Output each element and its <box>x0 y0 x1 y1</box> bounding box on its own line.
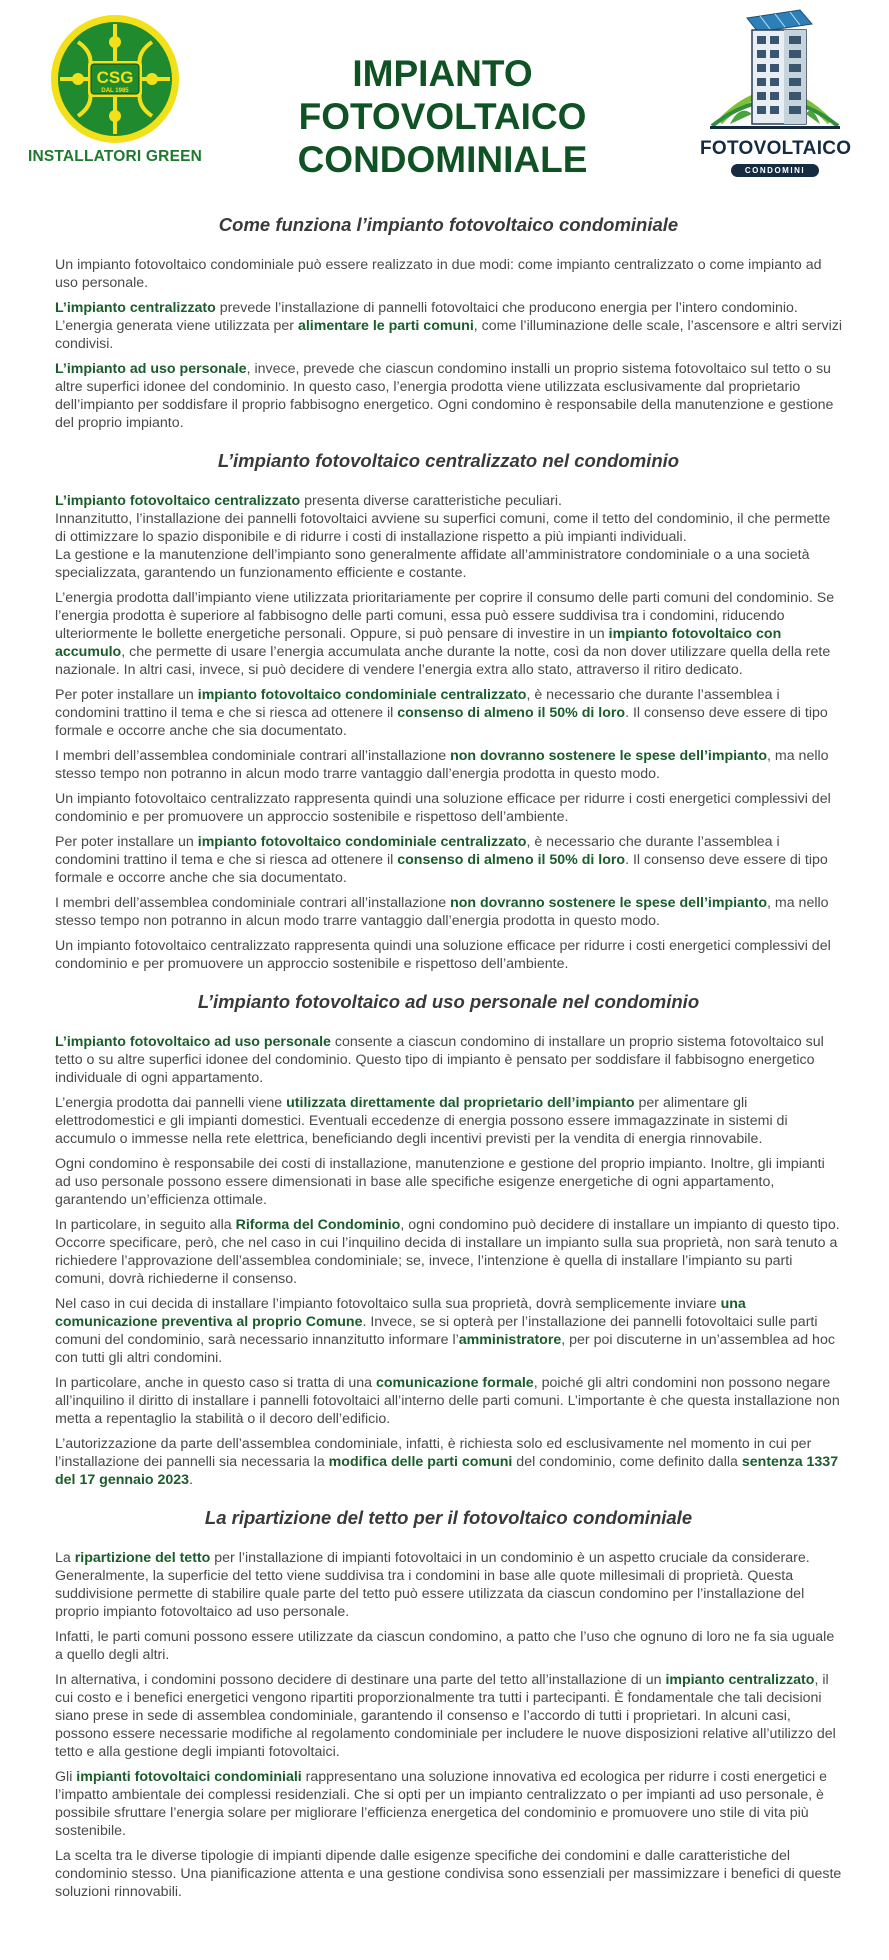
logo-brand: FOTOVOLTAICO <box>700 138 852 159</box>
section-heading: Come funziona l’impianto fotovoltaico condominiale <box>218 214 679 235</box>
text-segment: , poiché gli altri condomini non possono negare all’inquilino il diritto di installare i pannelli fotovoltaici all’interno delle parti comuni. L’importante è che questa installazione non metta a repentaglio la stabilità o il decoro dell’edificio. <box>55 1375 840 1427</box>
text-segment: per l’installazione di impianti fotovoltaici in un condominio è un aspetto cruciale da considerare. Generalmente, la superficie del tetto viene suddivisa tra i condomini in base alle quote millesimali di proprietà. Questa suddivisione permette di stabilire quale parte del tetto può essere utilizzata da ciascun condomino per l’installazione del proprio impianto fotovoltaico ad uso personale. <box>55 1550 810 1620</box>
highlighted-text: impianti fotovoltaici condominiali <box>76 1769 302 1785</box>
text-segment: Un impianto fotovoltaico condominiale può essere realizzato in due modi: come impianto centralizzato o come impianto ad uso personale. <box>55 257 822 291</box>
text-segment: , come l’illuminazione delle scale, l’ascensore e altri servizi condivisi. <box>55 318 843 352</box>
highlighted-text: modifica delle parti comuni <box>328 1454 513 1470</box>
body-paragraph <box>55 1155 842 1209</box>
body-paragraph <box>55 1295 842 1367</box>
text-segment: , è necessario che durante l’assemblea i condomini trattino il tema e che si riesca ad ottenere il <box>55 834 780 868</box>
text-segment: Un impianto fotovoltaico centralizzato rappresenta quindi una soluzione efficace per ridurre i costi energetici complessivi del condominio e per promuovere un approccio sostenibile e rispettoso dell’ambiente. <box>55 791 831 825</box>
text-segment: Innanzitutto, l’installazione dei pannelli fotovoltaici avviene su superfici comuni, come il tetto del condominio, il che permette di ottimizzare lo spazio disponibile e di ridurre i costi di installazione rispetto a più impianti individuali. <box>55 511 831 545</box>
text-segment: , il cui costo e i benefici energetici vengono ripartiti proporzionalmente tra tutti i partecipanti. È fondamentale che tali decisioni siano prese in sede di assemblea condominiale, garantendo il consenso e l’accordo di tutti i proprietari. In alcuni casi, possono essere necessarie modifiche al regolamento condominiale per includere le nuove disposizioni relative all’utilizzo del tetto e alla gestione degli impianti fotovoltaici. <box>55 1672 836 1760</box>
text-segment: presenta diverse caratteristiche peculiari. <box>300 493 562 509</box>
body-paragraph <box>55 833 842 887</box>
page-header <box>0 0 889 195</box>
highlighted-text: impianto fotovoltaico condominiale centralizzato <box>197 687 527 703</box>
text-segment: L’autorizzazione da parte dell’assemblea condominiale, infatti, è richiesta solo ed esclusivamente nel momento in cui per l’installazione dei pannelli sia necessaria la <box>55 1436 812 1470</box>
text-segment: Ogni condomino è responsabile dei costi di installazione, manutenzione e gestione del proprio impianto. Inoltre, gli impianti ad uso personale possono essere dimensionati in base alle specifiche esigenze energetiche di ogni appartamento, garantendo un’efficienza ottimale. <box>55 1156 825 1208</box>
text-segment: , ogni condomino può decidere di installare un impianto di questo tipo. Occorre specificare, però, che nel caso in cui l’inquilino decida di installare un impianto sulla sua proprietà, non sarà tenuto a richiedere l’approvazione dell’assemblea condominiale; se, invece, l’intenzione è quella di installare l’impianto su parti comuni, dovrà richiederne il consenso. <box>55 1217 840 1287</box>
text-segment: per alimentare gli elettrodomestici e gli impianti domestici. Eventuali eccedenze di energia possono essere immagazzinate in sistemi di accumulo o immesse nella rete elettrica, beneficiando degli incentivi previsti per la vendita di energia rinnovabile. <box>55 1095 788 1147</box>
body-paragraph <box>55 1094 842 1148</box>
highlighted-text: una comunicazione preventiva al proprio Comune <box>55 1296 746 1330</box>
text-segment: del condominio, come definito dalla <box>512 1454 742 1470</box>
section-heading: La ripartizione del tetto per il fotovoltaico condominiale <box>204 1507 693 1528</box>
body-paragraph <box>55 894 842 930</box>
highlighted-text: consenso di almeno il 50% di loro <box>397 705 626 721</box>
text-segment: prevede l’installazione di pannelli fotovoltaici che producono energia per l’intero condominio. <box>215 300 798 316</box>
highlighted-text: Riforma del Condominio <box>235 1217 401 1233</box>
body-paragraph <box>55 360 842 432</box>
text-segment: Per poter installare un <box>55 687 198 703</box>
highlighted-text: L’impianto centralizzato <box>55 300 216 316</box>
body-paragraph <box>55 589 842 679</box>
body-paragraph <box>55 1435 842 1489</box>
body-paragraph <box>55 256 842 292</box>
body-paragraph <box>55 747 842 783</box>
highlighted-text: alimentare le parti comuni <box>297 318 474 334</box>
text-segment: L’energia prodotta dai pannelli viene <box>55 1095 287 1111</box>
text-segment: , ma nello stesso tempo non potranno in alcun modo trarre vantaggio dall’energia prodotta in questo modo. <box>55 895 829 929</box>
page-title <box>205 52 680 181</box>
highlighted-text: impianto fotovoltaico con accumulo <box>55 626 782 660</box>
body-paragraph <box>55 492 842 582</box>
seal-year: DAL 1985 <box>101 88 129 94</box>
body-paragraph <box>55 937 842 973</box>
highlighted-text: impianto fotovoltaico condominiale centralizzato <box>197 834 527 850</box>
csg-logo <box>26 12 204 178</box>
text-segment: consente a ciascun condomino di installare un proprio sistema fotovoltaico sul tetto o su altre superfici idonee del condominio. Questo tipo di impianto è pensato per soddisfare il fabbisogno energetico individuale di ogni appartamento. <box>55 1034 824 1086</box>
page-title-line-1: IMPIANTO FOTOVOLTAICO <box>298 53 587 137</box>
body-paragraph <box>55 790 842 826</box>
section-heading: L’impianto fotovoltaico ad uso personale nel condominio <box>197 991 700 1012</box>
puzzle-seal-icon <box>48 12 182 146</box>
text-segment: I membri dell’assemblea condominiale contrari all’installazione <box>55 748 451 764</box>
text-segment: In particolare, anche in questo caso si tratta di una <box>55 1375 376 1391</box>
text-segment: Gli <box>55 1769 77 1785</box>
text-segment: , ma nello stesso tempo non potranno in alcun modo trarre vantaggio dall’energia prodotta in questo modo. <box>55 748 829 782</box>
logo-tagline: INSTALLATORI GREEN <box>27 148 203 165</box>
highlighted-text: non dovranno sostenere le spese dell’impianto <box>450 895 768 911</box>
text-segment: Nel caso in cui decida di installare l’impianto fotovoltaico sulla sua proprietà, dovrà semplicemente inviare <box>55 1296 721 1312</box>
highlighted-text: L’impianto fotovoltaico ad uso personale <box>55 1034 331 1050</box>
text-segment: . <box>189 1472 194 1488</box>
logo-subtitle-badge: CONDOMINI <box>731 164 819 177</box>
solar-building-icon <box>700 4 850 136</box>
text-segment: . Il consenso deve essere di tipo formale e occorre anche che sia documentato. <box>55 852 828 886</box>
text-segment: L’energia prodotta dall’impianto viene utilizzata prioritariamente per coprire il consumo delle parti comuni del condominio. Se l’energia prodotta è superiore al fabbisogno delle parti comuni, essa può essere suddivisa tra i condomini, riducendo ulteriormente le bollette energetiche personali. Oppure, si può pensare di investire in un <box>55 590 835 642</box>
section-heading: L’impianto fotovoltaico centralizzato nel condominio <box>217 450 680 471</box>
highlighted-text: utilizzata direttamente dal proprietario dell’impianto <box>286 1095 635 1111</box>
body-paragraph <box>55 686 842 740</box>
highlighted-text: comunicazione formale <box>376 1375 534 1391</box>
highlighted-text: impianto centralizzato <box>665 1672 815 1688</box>
text-segment: La <box>55 1550 75 1566</box>
body-paragraph <box>55 1216 842 1288</box>
text-segment: Un impianto fotovoltaico centralizzato rappresenta quindi una soluzione efficace per ridurre i costi energetici complessivi del condominio e per promuovere un approccio sostenibile e rispettoso dell’ambiente. <box>55 938 831 972</box>
body-paragraph <box>55 1374 842 1428</box>
text-segment: La gestione e la manutenzione dell’impianto sono generalmente affidate all’amministratore condominiale o a una società specializzata, garantendo un funzionamento efficiente e costante. <box>55 547 810 581</box>
text-segment: , invece, prevede che ciascun condomino installi un proprio sistema fotovoltaico sul tetto o su altre superfici idonee del condominio. In questo caso, l’energia prodotta viene utilizzata esclusivamente dal proprietario dell’impianto per soddisfare il proprio fabbisogno energetico. Ogni condomino è responsabile della manutenzione e gestione del proprio impianto. <box>55 361 834 431</box>
text-segment: , che permette di usare l’energia accumulata anche durante la notte, così da non dover utilizzare quella della rete nazionale. In altri casi, invece, si può decidere di vendere l’energia extra allo stato, attraverso il ritiro dedicato. <box>55 644 831 678</box>
body-paragraph <box>55 1628 842 1664</box>
seal-monogram: CSG <box>96 68 134 87</box>
body-paragraph <box>55 1033 842 1087</box>
body-paragraph <box>55 299 842 353</box>
highlighted-text: L’impianto ad uso personale <box>55 361 247 377</box>
body-paragraph <box>55 1847 842 1901</box>
body-paragraph <box>55 1671 842 1761</box>
text-segment: I membri dell’assemblea condominiale contrari all’installazione <box>55 895 451 911</box>
body-paragraph <box>55 1768 842 1840</box>
text-segment: Infatti, le parti comuni possono essere utilizzate da ciascun condomino, a patto che l’uso che ognuno di loro ne fa sia uguale a quello degli altri. <box>55 1629 835 1663</box>
text-segment: La scelta tra le diverse tipologie di impianti dipende dalle esigenze specifiche dei condomini e dalle caratteristiche del condominio stesso. Una pianificazione attenta e una gestione condivisa sono essenziali per massimizzare i benefici di queste soluzioni rinnovabili. <box>55 1848 842 1900</box>
body-paragraph <box>55 1549 842 1621</box>
text-segment: . Il consenso deve essere di tipo formale e occorre anche che sia documentato. <box>55 705 828 739</box>
highlighted-text: consenso di almeno il 50% di loro <box>397 852 626 868</box>
text-segment: , per poi discuterne in un’assemblea ad hoc con tutti gli altri condomini. <box>55 1332 835 1366</box>
text-segment: L’energia generata viene utilizzata per <box>55 318 298 334</box>
text-segment: Per poter installare un <box>55 834 198 850</box>
highlighted-text: non dovranno sostenere le spese dell’impianto <box>450 748 768 764</box>
text-segment: . Invece, se si opterà per l’installazione dei pannelli fotovoltaici sulle parti comuni del condominio, sarà necessario innanzitutto informare l’ <box>55 1314 818 1348</box>
text-segment: In particolare, in seguito alla <box>55 1217 236 1233</box>
highlighted-text: amministratore <box>458 1332 562 1348</box>
fotovoltaico-condomini-logo <box>700 4 850 190</box>
highlighted-text: ripartizione del tetto <box>74 1550 211 1566</box>
page-title-line-2: CONDOMINIALE <box>297 139 588 180</box>
article-body <box>55 200 842 1908</box>
highlighted-text: L’impianto fotovoltaico centralizzato <box>55 493 301 509</box>
highlighted-text: sentenza 1337 del 17 gennaio 2023 <box>55 1454 839 1488</box>
text-segment: In alternativa, i condomini possono decidere di destinare una parte del tetto all’installazione di un <box>55 1672 666 1688</box>
text-segment: , è necessario che durante l’assemblea i condomini trattino il tema e che si riesca ad ottenere il <box>55 687 780 721</box>
text-segment: rappresentano una soluzione innovativa ed ecologica per ridurre i costi energetici e l’impatto ambientale dei complessi residenziali. Che si opti per un impianto centralizzato o per impianti ad uso personale, è possibile sfruttare l’energia solare per migliorare l’efficienza energetica del condominio e promuovere uno stile di vita più sostenibile. <box>55 1769 827 1839</box>
